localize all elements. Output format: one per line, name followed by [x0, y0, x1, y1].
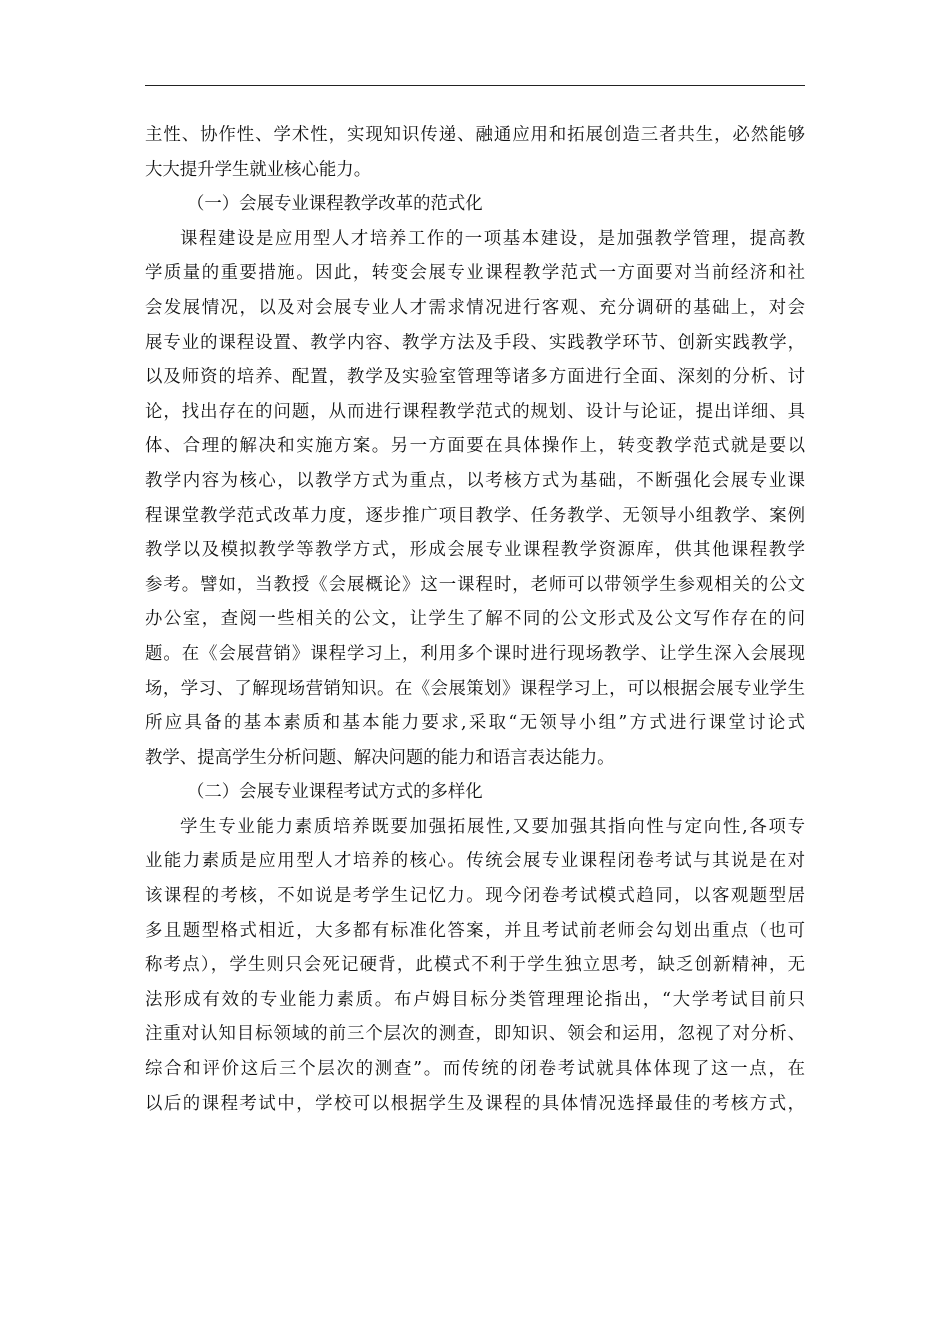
text-line: 参考。譬如，当教授《会展概论》这一课程时，老师可以带领学生参观相关的公文 — [145, 574, 805, 595]
text-line: 学质量的重要措施。因此，转变会展专业课程教学范式一方面要对当前经济和社 — [145, 263, 805, 284]
text-line: 会发展情况，以及对会展专业人才需求情况进行客观、充分调研的基础上，对会 — [145, 297, 805, 318]
section-heading-2: （二）会展专业课程考试方式的多样化 — [187, 782, 483, 803]
text-line: 主性、协作性、学术性，实现知识传递、融通应用和拓展创造三者共生，必然能够 — [145, 125, 805, 145]
text-line: 体、合理的解决和实施方案。另一方面要在具体操作上，转变教学范式就是要以 — [145, 436, 805, 457]
text-line: 程课堂教学范式改革力度，逐步推广项目教学、任务教学、无领导小组教学、案例 — [145, 505, 805, 526]
text-line: 论，找出存在的问题，从而进行课程教学范式的规划、设计与论证，提出详细、具 — [145, 401, 805, 422]
text-line: 以后的课程考试中，学校可以根据学生及课程的具体情况选择最佳的考核方式， — [145, 1093, 805, 1114]
text-line: 教学、提高学生分析问题、解决问题的能力和语言表达能力。 — [145, 747, 615, 768]
text-line: 所应具备的基本素质和基本能力要求,采取“无领导小组”方式进行课堂讨论式 — [145, 713, 805, 734]
text-line: 注重对认知目标领域的前三个层次的测查，即知识、领会和运用，忽视了对分析、 — [145, 1024, 805, 1045]
document-body — [145, 118, 805, 1121]
text-line: 教学内容为核心，以教学方式为重点，以考核方式为基础，不断强化会展专业课 — [145, 470, 805, 491]
text-line: 场，学习、了解现场营销知识。在《会展策划》课程学习上，可以根据会展专业学生 — [145, 678, 805, 699]
text-line: 业能力素质是应用型人才培养的核心。传统会展专业课程闭卷考试与其说是在对 — [145, 851, 805, 872]
text-line: 称考点），学生则只会死记硬背，此模式不利于学生独立思考，缺乏创新精神，无 — [145, 955, 805, 976]
text-line: 综合和评价这后三个层次的测查”。而传统的闭卷考试就具体体现了这一点，在 — [145, 1059, 805, 1080]
text-line: 题。在《会展营销》课程学习上，利用多个课时进行现场教学、让学生深入会展现 — [145, 643, 805, 664]
text-line: 大大提升学生就业核心能力。 — [145, 159, 372, 180]
text-line: 办公室，查阅一些相关的公文，让学生了解不同的公文形式及公文写作存在的问 — [145, 609, 805, 630]
text-line: 展专业的课程设置、教学内容、教学方法及手段、实践教学环节、创新实践教学， — [145, 332, 805, 353]
text-line: 教学以及模拟教学等教学方式，形成会展专业课程教学资源库，供其他课程教学 — [145, 540, 805, 561]
text-line: 法形成有效的专业能力素质。布卢姆目标分类管理理论指出，“大学考试目前只 — [145, 989, 805, 1010]
text-line: 课程建设是应用型人才培养工作的一项基本建设，是加强教学管理，提高教 — [180, 228, 805, 249]
text-line: 多且题型格式相近，大多都有标准化答案，并且考试前老师会勾划出重点（也可 — [145, 920, 805, 941]
text-line: 该课程的考核，不如说是考学生记忆力。现今闭卷考试模式趋同，以客观题型居 — [145, 886, 805, 907]
text-line: 学生专业能力素质培养既要加强拓展性,又要加强其指向性与定向性,各项专 — [180, 816, 805, 837]
header-rule — [145, 85, 805, 86]
section-heading-1: （一）会展专业课程教学改革的范式化 — [187, 194, 483, 215]
text-line: 以及师资的培养、配置，教学及实验室管理等诸多方面进行全面、深刻的分析、讨 — [145, 367, 805, 388]
